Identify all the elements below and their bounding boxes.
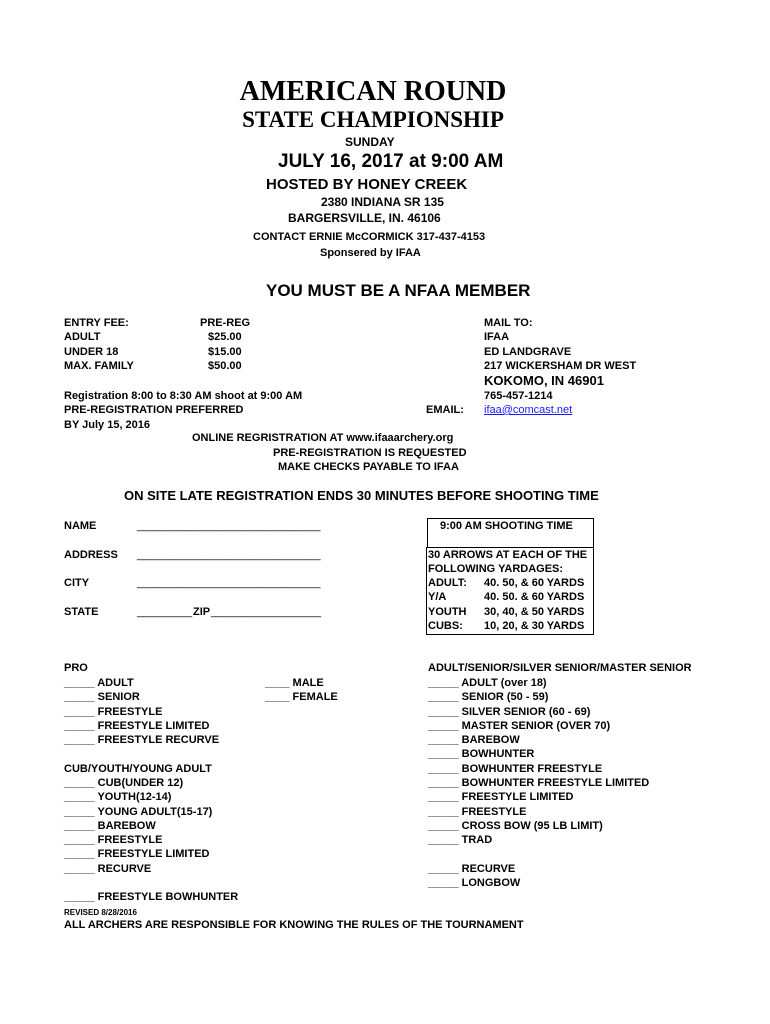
registration-time: Registration 8:00 to 8:30 AM shoot at 9:00 AM xyxy=(64,390,303,402)
adult-extra-list xyxy=(428,862,520,891)
fee-label: UNDER 18 xyxy=(64,345,119,358)
host-address-line2: BARGERSVILLE, IN. 46106 xyxy=(288,211,441,225)
adult-senior-list xyxy=(428,676,649,848)
division-option[interactable]: _____ FREESTYLE LIMITED xyxy=(64,848,210,861)
mail-to xyxy=(484,316,636,373)
division-option[interactable]: _____ FREESTYLE xyxy=(428,805,527,818)
event-date: JULY 16, 2017 at 9:00 AM xyxy=(278,151,504,172)
preregistration-requested: PRE-REGISTRATION IS REQUESTED xyxy=(273,447,467,459)
rules-notice: ALL ARCHERS ARE RESPONSIBLE FOR KNOWING THE RULES OF THE TOURNAMENT xyxy=(64,919,524,931)
division-option[interactable]: _____ SILVER SENIOR (60 - 69) xyxy=(428,705,591,718)
cub-youth-title: CUB/YOUTH/YOUNG ADULT xyxy=(64,763,212,775)
mail-line: MAIL TO: xyxy=(484,317,533,329)
mail-city: KOKOMO, IN 46901 xyxy=(484,373,604,388)
division-option[interactable]: _____ BOWHUNTER FREESTYLE xyxy=(428,762,603,775)
division-option[interactable]: _____ YOUNG ADULT(15-17) xyxy=(64,805,213,818)
yardage-class: CUBS: xyxy=(428,619,463,632)
zip-label: ZIP xyxy=(193,606,211,618)
state-field[interactable]: _________ xyxy=(137,606,193,618)
division-option[interactable]: _____ BOWHUNTER FREESTYLE LIMITED xyxy=(428,777,650,790)
host: HOSTED BY HONEY CREEK xyxy=(266,176,468,193)
division-option[interactable]: _____ RECURVE xyxy=(64,862,152,875)
pro-list xyxy=(64,676,219,747)
yardage-intro: FOLLOWING YARDAGES: xyxy=(428,563,564,575)
fee-label: ENTRY FEE: xyxy=(64,317,129,329)
city-field[interactable]: ______________________________ xyxy=(137,577,321,589)
freestyle-bowhunter-option[interactable]: _____ FREESTYLE BOWHUNTER xyxy=(64,891,239,903)
yardage-intro: 30 ARROWS AT EACH OF THE xyxy=(428,549,588,561)
email-link[interactable]: ifaa@comcast.net xyxy=(484,404,573,416)
event-day: SUNDAY xyxy=(345,135,395,149)
division-option[interactable]: _____ MASTER SENIOR (OVER 70) xyxy=(428,719,611,732)
division-option[interactable]: _____ RECURVE xyxy=(428,863,516,875)
yardage-class: YOUTH xyxy=(428,605,467,618)
division-option[interactable]: _____ BAREBOW xyxy=(428,734,520,747)
gender-option[interactable]: ____ FEMALE xyxy=(265,691,338,704)
division-option[interactable]: _____ LONGBOW xyxy=(428,877,521,890)
shooting-time: 9:00 AM SHOOTING TIME xyxy=(440,520,573,532)
email-label: EMAIL: xyxy=(426,404,464,416)
state-label: STATE xyxy=(64,606,99,618)
mail-line: 217 WICKERSHAM DR WEST xyxy=(484,359,637,372)
yardage-distance: 30, 40, & 50 YARDS xyxy=(484,605,585,618)
division-option[interactable]: _____ SENIOR xyxy=(64,691,140,704)
sponsor: Sponsered by IFAA xyxy=(320,247,421,259)
pro-title: PRO xyxy=(64,662,88,674)
gender-option[interactable]: ____ MALE xyxy=(265,677,324,689)
division-option[interactable]: _____ FREESTYLE LIMITED xyxy=(64,719,210,732)
division-option[interactable]: _____ CUB(UNDER 12) xyxy=(64,777,184,789)
fee-value: $50.00 xyxy=(208,359,242,372)
fee-value: $15.00 xyxy=(208,345,242,358)
division-option[interactable]: _____ FREESTYLE RECURVE xyxy=(64,734,220,747)
division-option[interactable]: _____ YOUTH(12-14) xyxy=(64,791,172,804)
membership-notice: YOU MUST BE A NFAA MEMBER xyxy=(266,281,531,300)
event-subtitle: STATE CHAMPIONSHIP xyxy=(242,107,504,132)
revised-date: REVISED 8/28/2016 xyxy=(64,908,137,917)
division-option[interactable]: _____ ADULT (over 18) xyxy=(428,677,547,689)
city-label: CITY xyxy=(64,577,90,589)
division-option[interactable]: _____ FREESTYLE LIMITED xyxy=(428,791,574,804)
division-option[interactable]: _____ SENIOR (50 - 59) xyxy=(428,691,549,704)
division-option[interactable]: _____ CROSS BOW (95 LB LIMIT) xyxy=(428,819,603,832)
fee-label: ADULT xyxy=(64,331,101,344)
fee-values xyxy=(200,316,250,373)
mail-phone: 765-457-1214 xyxy=(484,390,553,402)
division-option[interactable]: _____ BOWHUNTER xyxy=(428,748,535,761)
division-option[interactable]: _____ ADULT xyxy=(64,677,134,689)
gender-list xyxy=(265,676,338,705)
online-registration: ONLINE REGRISTRATION AT www.ifaaarchery.org xyxy=(192,432,454,444)
checks-payable: MAKE CHECKS PAYABLE TO IFAA xyxy=(278,461,459,473)
division-option[interactable]: _____ BAREBOW xyxy=(64,819,156,832)
fee-label: MAX. FAMILY xyxy=(64,359,134,372)
late-registration-notice: ON SITE LATE REGISTRATION ENDS 30 MINUTES BEFORE SHOOTING TIME xyxy=(124,488,599,503)
division-option[interactable]: _____ FREESTYLE xyxy=(64,834,163,847)
preregistration-deadline: BY July 15, 2016 xyxy=(64,419,151,431)
zip-field[interactable]: __________________ xyxy=(211,606,322,618)
fee-labels xyxy=(64,316,134,373)
yardage-classes xyxy=(428,576,467,633)
yardage-class: ADULT: xyxy=(428,577,467,589)
name-label: NAME xyxy=(64,520,97,532)
preregistration-preferred: PRE-REGISTRATION PREFERRED xyxy=(64,404,244,416)
address-label: ADDRESS xyxy=(64,549,118,561)
yardage-distances xyxy=(484,576,584,633)
adult-senior-title: ADULT/SENIOR/SILVER SENIOR/MASTER SENIOR xyxy=(428,662,692,674)
mail-line: ED LANDGRAVE xyxy=(484,345,572,358)
yardage-distance: 10, 20, & 30 YARDS xyxy=(484,619,585,632)
event-title: AMERICAN ROUND xyxy=(239,76,507,107)
yardage-class: Y/A xyxy=(428,591,447,604)
name-field[interactable]: ______________________________ xyxy=(137,520,321,532)
yardage-distance: 40. 50. & 60 YARDS xyxy=(484,591,585,604)
fee-value: $25.00 xyxy=(208,331,242,344)
mail-line: IFAA xyxy=(484,331,510,344)
cub-youth-list xyxy=(64,776,212,876)
address-field[interactable]: ______________________________ xyxy=(137,549,321,561)
fee-value: PRE-REG xyxy=(200,317,251,329)
division-option[interactable]: _____ FREESTYLE xyxy=(64,705,163,718)
yardage-distance: 40. 50, & 60 YARDS xyxy=(484,577,585,589)
host-address-line1: 2380 INDIANA SR 135 xyxy=(321,195,444,209)
contact: CONTACT ERNIE McCORMICK 317-437-4153 xyxy=(253,231,486,243)
division-option[interactable]: _____ TRAD xyxy=(428,834,493,847)
